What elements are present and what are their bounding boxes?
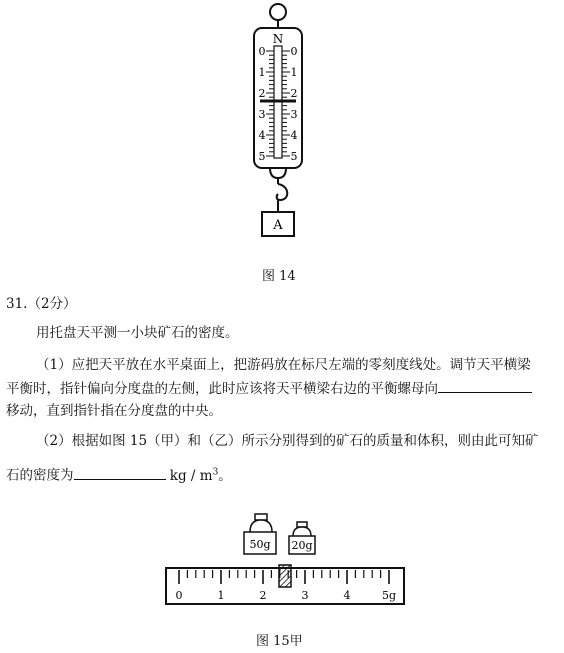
bottom-cap xyxy=(270,168,286,178)
weight-20g-label: 20g xyxy=(291,539,313,552)
right-tick-label: 4 xyxy=(290,129,298,142)
figure-14-caption: 图 14 xyxy=(262,269,296,284)
part2-line1: （2）根据如图 15（甲）和（乙）所示分别得到的矿石的质量和体积，则由此可知矿 xyxy=(36,433,539,449)
right-tick-label: 1 xyxy=(290,66,298,79)
left-tick-label: 0 xyxy=(258,45,266,58)
right-tick-label: 3 xyxy=(290,108,298,121)
unit-end: 。 xyxy=(218,467,232,484)
part2-line2 xyxy=(6,462,232,486)
figure-15-caption: 图 15甲 xyxy=(256,634,303,649)
spring-scale-figure xyxy=(230,0,330,245)
part1-line2-text: 平衡时，指针偏向分度盘的左侧，此时应该将天平横梁右边的平衡螺母向 xyxy=(6,381,438,397)
balance-weights-figure xyxy=(160,508,410,620)
right-tick-label: 2 xyxy=(290,87,298,100)
unit-prefix: kg / m xyxy=(169,467,213,484)
part1-line3: 移动，直到指针指在分度盘的中央。 xyxy=(6,403,222,419)
part1-line2 xyxy=(6,378,532,399)
question-number: 31.（2分） xyxy=(6,296,77,312)
left-tick-label: 4 xyxy=(258,129,266,142)
right-tick-label: 5 xyxy=(290,150,298,163)
ruler-tick-label: 0 xyxy=(175,589,183,602)
ruler-end-label: 5g xyxy=(381,589,397,602)
ruler-tick-label: 1 xyxy=(217,589,225,602)
weight-label: A xyxy=(273,218,283,233)
ruler-tick-label: 2 xyxy=(259,589,267,602)
part1-line1: （1）应把天平放在水平桌面上，把游码放在标尺左端的零刻度线处。调节天平横梁 xyxy=(36,357,531,373)
right-tick-label: 0 xyxy=(290,45,298,58)
answer-blank-direction[interactable] xyxy=(438,378,532,393)
density-unit xyxy=(170,468,232,484)
weight-20g xyxy=(289,522,315,554)
unit-exponent: 3 xyxy=(212,467,219,477)
part2-line2-text: 石的密度为 xyxy=(6,467,74,484)
unit-label: N xyxy=(272,32,284,46)
hook-icon xyxy=(277,184,288,200)
left-tick-label: 1 xyxy=(258,66,266,79)
ruler-tick-label: 4 xyxy=(343,589,351,602)
weight-50g-label: 50g xyxy=(249,538,271,551)
left-tick-label: 2 xyxy=(258,87,266,100)
hanging-ring xyxy=(270,4,286,20)
weight-50g xyxy=(244,514,276,554)
left-tick-label: 3 xyxy=(258,108,266,121)
rider-slider xyxy=(279,565,291,587)
answer-blank-density[interactable] xyxy=(74,465,166,480)
question-intro: 用托盘天平测一小块矿石的密度。 xyxy=(36,325,239,341)
left-tick-label: 5 xyxy=(258,150,266,163)
ruler-tick-label: 3 xyxy=(301,589,309,602)
